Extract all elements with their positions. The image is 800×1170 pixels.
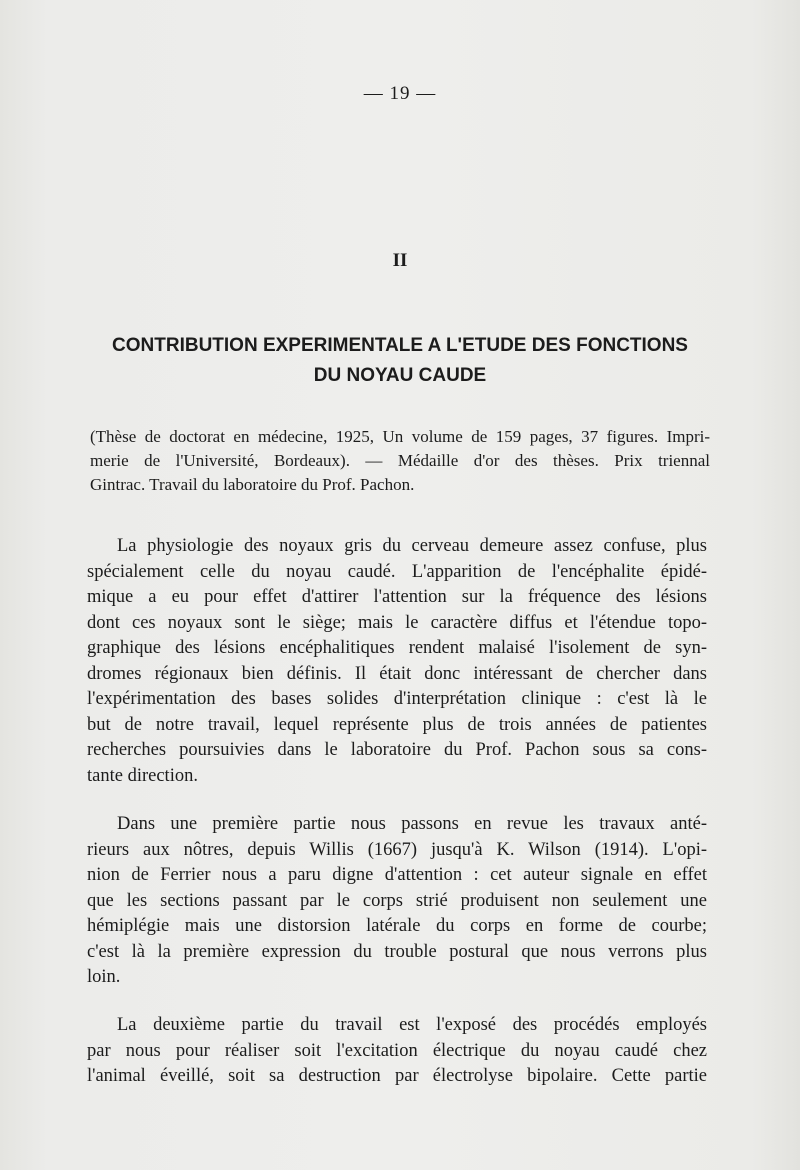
text-line: hémiplégie mais une distorsion latérale du corps en forme de courbe; (87, 916, 707, 936)
text-line: tante direction. (87, 765, 198, 786)
text-line: dromes régionaux bien définis. Il était donc intéressant de chercher dans (87, 663, 707, 684)
paragraph-3 (87, 1013, 707, 1090)
text-line: c'est là la première expression du trouble postural que nous verrons plus (87, 941, 707, 962)
chapter-title (60, 331, 740, 391)
section-number: II (392, 250, 408, 271)
text-line: but de notre travail, lequel représente plus de trois années de patientes (87, 714, 707, 735)
text-line: rieurs aux nôtres, depuis Willis (1667) jusqu'à K. Wilson (1914). L'opi- (87, 839, 707, 860)
title-line-1: CONTRIBUTION EXPERIMENTALE A L'ETUDE DES FONCTIONS (112, 335, 688, 356)
bibliographic-note (90, 425, 710, 497)
note-line: (Thèse de doctorat en médecine, 1925, Un volume de 159 pages, 37 figures. Impri- (90, 427, 710, 446)
text-line: loin. (87, 967, 121, 987)
text-line: graphique des lésions encéphalitiques rendent malaisé l'isolement de syn- (87, 638, 707, 658)
text-line: La deuxième partie du travail est l'exposé des procédés employés (117, 1015, 707, 1035)
text-line: mique a eu pour effet d'attirer l'attention sur la fréquence des lésions (87, 587, 707, 607)
text-line: que les sections passant par le corps strié produisent non seulement une (87, 890, 707, 911)
text-line: dont ces noyaux sont le siège; mais le caractère diffus et l'étendue topo- (87, 612, 707, 633)
note-line: Gintrac. Travail du laboratoire du Prof. Pachon. (90, 475, 415, 494)
paragraph-1 (87, 534, 707, 789)
text-line: l'expérimentation des bases solides d'interprétation clinique : c'est là le (87, 689, 707, 709)
note-line: merie de l'Université, Bordeaux). — Médaille d'or des thèses. Prix triennal (90, 451, 710, 470)
text-line: recherches poursuivies dans le laboratoire du Prof. Pachon sous sa cons- (87, 740, 707, 760)
paragraph-2 (87, 812, 707, 991)
text-line: l'animal éveillé, soit sa destruction par électrolyse bipolaire. Cette partie (87, 1066, 707, 1086)
text-line: par nous pour réaliser soit l'excitation électrique du noyau caudé chez (87, 1040, 707, 1061)
title-line-2: DU NOYAU CAUDE (313, 365, 487, 386)
page-number: — 19 — (363, 83, 437, 104)
text-line: La physiologie des noyaux gris du cerveau demeure assez confuse, plus (117, 536, 707, 556)
text-line: Dans une première partie nous passons en revue les travaux anté- (117, 814, 707, 834)
text-line: nion de Ferrier nous a paru digne d'attention : cet auteur signale en effet (87, 865, 707, 885)
text-line: spécialement celle du noyau caudé. L'apparition de l'encéphalite épidé- (87, 561, 707, 582)
